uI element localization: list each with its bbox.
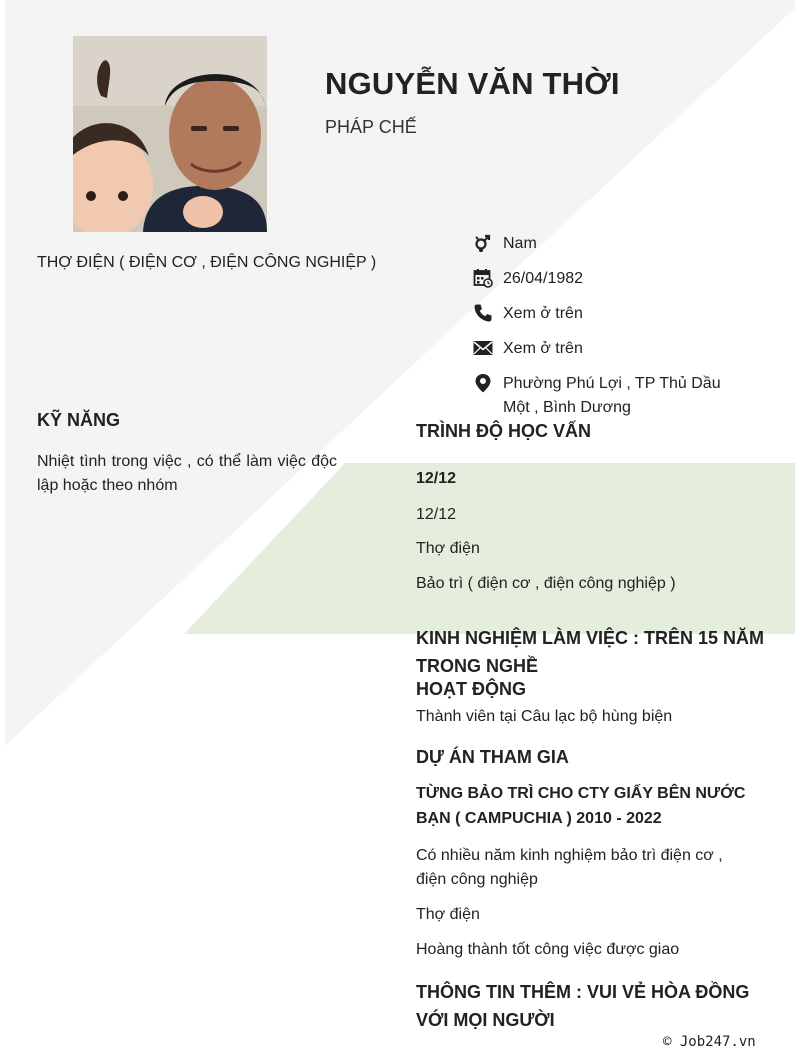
location-pin-icon — [472, 372, 494, 394]
contact-info — [472, 232, 772, 431]
project-title: TỪNG BẢO TRÌ CHO CTY GIẤY BÊN NƯỚC BẠN ( CAMPUCHIA ) 2010 - 2022 — [416, 785, 746, 827]
footer-copyright: © Job247.vn — [663, 1034, 756, 1050]
contact-gender — [472, 232, 772, 256]
skills-heading: KỸ NĂNG — [37, 410, 121, 430]
experience-heading: KINH NGHIỆM LÀM VIỆC : TRÊN 15 NĂM TRONG NGHỀ — [416, 628, 765, 676]
envelope-icon — [472, 337, 494, 359]
contact-birthday — [472, 267, 772, 291]
project-result: Hoàng thành tốt công việc được giao — [416, 941, 680, 958]
address-value: Phường Phú Lợi , TP Thủ Dầu Một , Bình Dương — [503, 375, 721, 416]
education-level: 12/12 — [416, 470, 457, 487]
career-objective: THỢ ĐIỆN ( ĐIỆN CƠ , ĐIỆN CÔNG NGHIỆP ) — [37, 254, 377, 271]
projects-heading: DỰ ÁN THAM GIA — [416, 747, 569, 767]
contact-address — [472, 372, 772, 420]
activities-text: Thành viên tại Câu lạc bộ hùng biện — [416, 708, 673, 725]
gender-icon — [472, 232, 494, 254]
education-detail: Bảo trì ( điện cơ , điện công nghiệp ) — [416, 575, 676, 592]
gender-value: Nam — [503, 235, 537, 252]
contact-phone — [472, 302, 772, 326]
skills-text: Nhiệt tình trong việc , có thể làm việc độc lập hoặc theo nhóm — [37, 453, 337, 494]
phone-value: Xem ở trên — [503, 305, 583, 322]
birthday-value: 26/04/1982 — [503, 270, 584, 287]
education-heading: TRÌNH ĐỘ HỌC VẤN — [416, 421, 591, 441]
education-grade: 12/12 — [416, 506, 457, 523]
phone-icon — [472, 302, 494, 324]
email-value: Xem ở trên — [503, 340, 583, 357]
education-major: Thợ điện — [416, 540, 480, 557]
candidate-name: NGUYỄN VĂN THỜI — [325, 66, 620, 101]
calendar-icon — [472, 267, 494, 289]
profile-photo — [73, 36, 267, 232]
project-description: Có nhiều năm kinh nghiệm bảo trì điện cơ , điện công nghiệp — [416, 847, 723, 888]
extra-info-heading: THÔNG TIN THÊM : VUI VẺ HÒA ĐỒNG VỚI MỌI NGƯỜI — [416, 982, 750, 1030]
contact-email — [472, 337, 772, 361]
project-role: Thợ điện — [416, 906, 480, 923]
job-position: PHÁP CHẾ — [325, 117, 417, 137]
activities-heading: HOẠT ĐỘNG — [416, 679, 526, 699]
